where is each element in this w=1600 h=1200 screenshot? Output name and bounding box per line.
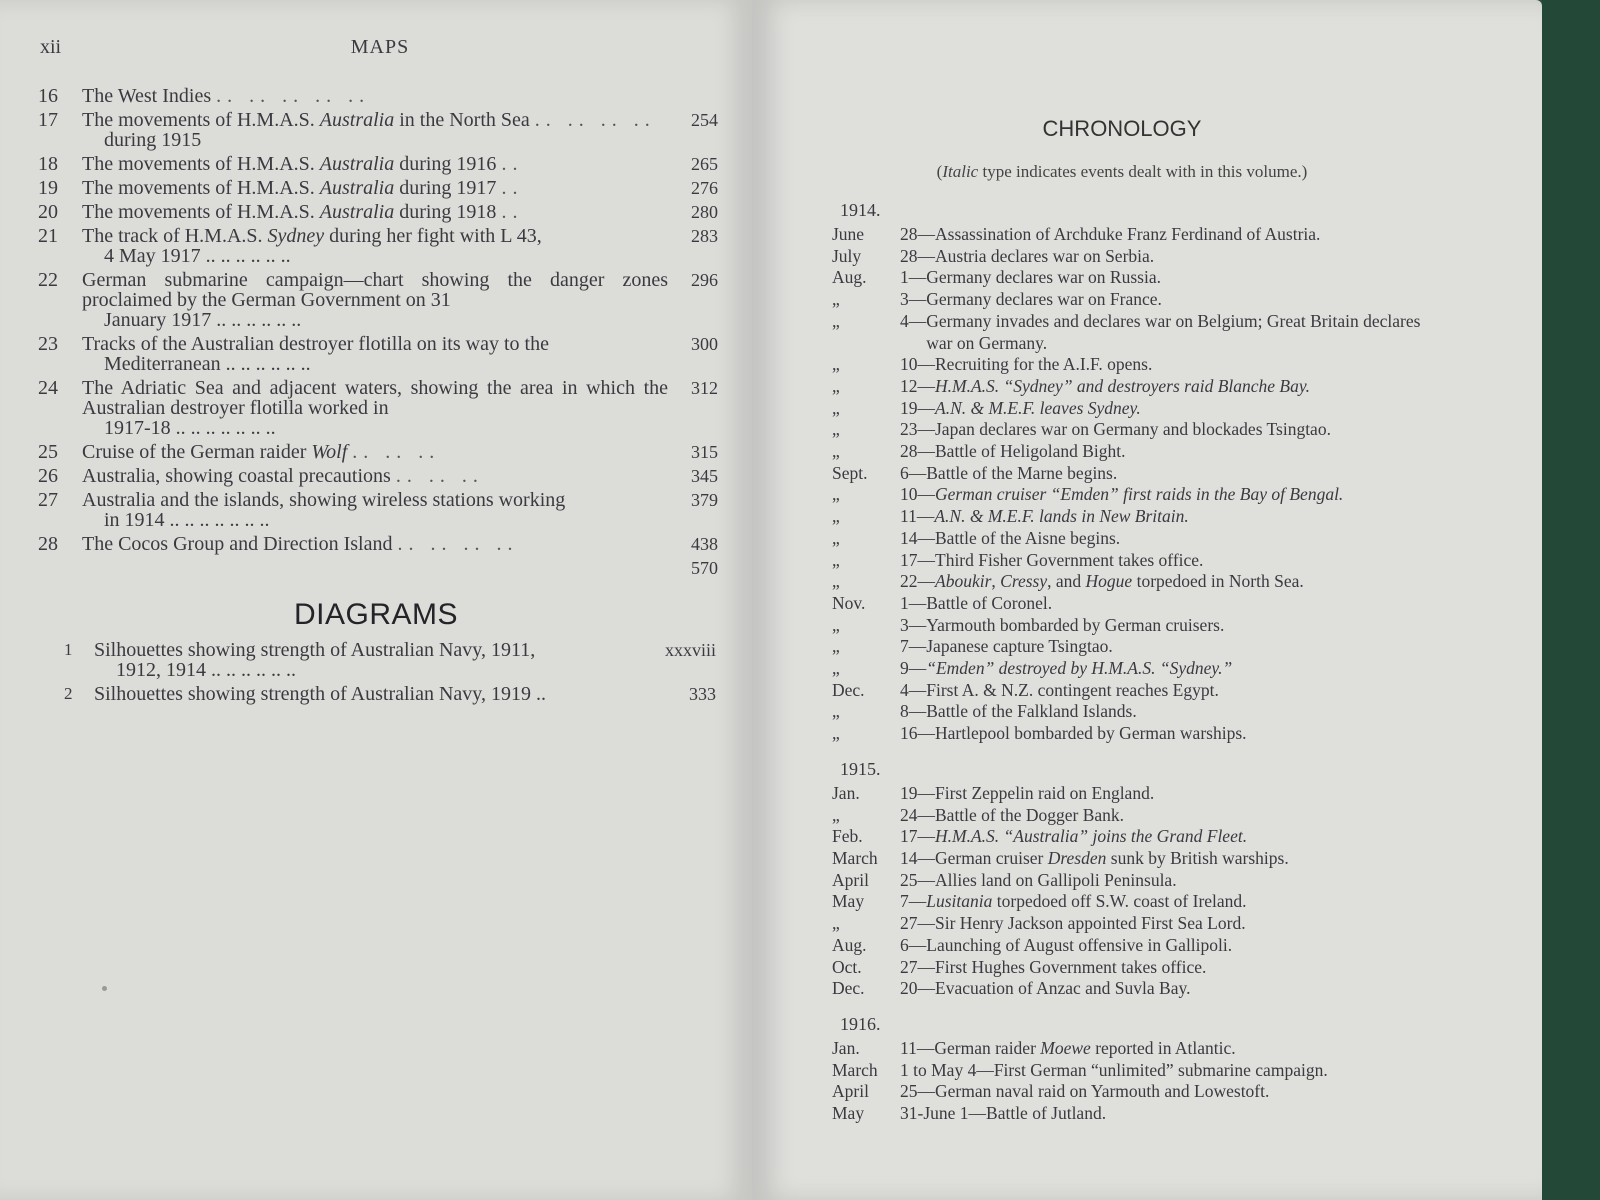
- chronology-event: [832, 913, 1442, 935]
- event-month: June: [832, 224, 865, 244]
- event-day: 27—: [900, 913, 935, 934]
- event-italic-name: Moewe: [1040, 1037, 1091, 1058]
- map-number: 27: [38, 489, 58, 511]
- event-day: 10—: [900, 354, 935, 375]
- map-text-main: The Cocos Group and Direction Island: [82, 533, 393, 555]
- left-page: [0, 0, 752, 1200]
- map-entry: [38, 442, 718, 462]
- map-page-number: 296: [691, 270, 718, 290]
- map-text-main: The track of H.M.A.S.: [82, 225, 268, 247]
- map-text-main: Cruise of the German raider: [82, 441, 312, 463]
- event-month: „: [832, 636, 840, 657]
- event-day: 4—: [900, 679, 927, 700]
- map-text-main: The movements of H.M.A.S.: [82, 109, 320, 131]
- event-text: Battle of the Marne begins.: [926, 462, 1118, 483]
- map-entry: [38, 178, 718, 198]
- event-day: 31-June 1—: [900, 1103, 987, 1124]
- dot-leaders: .. .. ..: [352, 441, 441, 463]
- event-text: Sir Henry Jackson appointed First Sea Lord.: [935, 913, 1246, 934]
- event-month: May: [832, 891, 865, 912]
- map-number: 21: [38, 225, 58, 247]
- event-month: „: [832, 289, 840, 310]
- map-text: [82, 226, 678, 266]
- event-day: 17—: [900, 826, 935, 847]
- event-day: 1—: [900, 592, 927, 613]
- event-day: 6—: [900, 934, 927, 955]
- event-day: 27—: [900, 956, 935, 977]
- diagram-text-continued: 1912, 1914 .. .. .. .. .. ..: [116, 659, 296, 681]
- map-text-main: The movements of H.M.A.S.: [82, 153, 320, 175]
- map-entry: [38, 466, 718, 486]
- event-month: Jan.: [832, 1037, 860, 1058]
- event-italic-name: Lusitania: [926, 891, 993, 912]
- event-month: „: [832, 913, 840, 934]
- map-page-number: 276: [691, 178, 718, 198]
- map-text-italic: Australia: [319, 177, 395, 199]
- dot-leaders: ..: [501, 201, 524, 223]
- map-text-after: during 1916: [394, 153, 497, 175]
- event-month: July: [832, 245, 862, 266]
- event-month: Feb.: [832, 826, 863, 847]
- dot-leaders: .. .. ..: [395, 465, 484, 487]
- event-day: 11—: [900, 1037, 935, 1058]
- map-number: 19: [38, 177, 58, 199]
- map-number: 24: [38, 377, 58, 399]
- event-month: Dec.: [832, 978, 865, 999]
- maps-list: [38, 86, 718, 582]
- map-entry: [38, 534, 718, 554]
- event-day: 9—: [900, 658, 927, 679]
- chronology-event: [832, 246, 1442, 268]
- map-text-continued: in 1914 .. .. .. .. .. .. ..: [104, 509, 270, 531]
- note-rest: type indicates events dealt with in this volume.): [978, 162, 1308, 181]
- event-text: German raider Moewe reported in Atlantic.: [934, 1037, 1236, 1058]
- event-day: 7—: [900, 636, 927, 657]
- map-entry: [38, 270, 718, 330]
- year-gap: [832, 745, 1442, 759]
- map-page-number: 280: [691, 202, 718, 222]
- event-italic-name: Cressy: [1000, 571, 1048, 592]
- map-text-after: during 1917: [394, 177, 497, 199]
- event-month: March: [832, 847, 878, 868]
- event-text: Recruiting for the A.I.F. opens.: [935, 354, 1153, 375]
- event-text: Evacuation of Anzac and Suvla Bay.: [935, 978, 1191, 999]
- running-head-title: MAPS: [350, 36, 410, 58]
- map-number: 26: [38, 465, 58, 487]
- event-text: First Zeppelin raid on England.: [935, 782, 1155, 803]
- running-head: [40, 36, 720, 66]
- map-text-italic: Australia: [319, 109, 395, 131]
- map-number: 23: [38, 333, 58, 355]
- event-day: 28—: [900, 224, 935, 244]
- diagrams-list: [64, 640, 716, 708]
- event-month: „: [832, 375, 840, 396]
- event-text: H.M.A.S. “Australia” joins the Grand Fleet.: [935, 826, 1248, 847]
- event-day: 19—: [900, 397, 935, 418]
- map-text-main: Tracks of the Australian destroyer flotilla on its way to the: [82, 333, 549, 355]
- dot-leaders: .. .. .. .. ..: [216, 85, 371, 107]
- map-number: 16: [38, 85, 58, 107]
- event-text: Battle of Coronel.: [926, 592, 1053, 613]
- map-text: [82, 178, 678, 198]
- map-text-main: The movements of H.M.A.S.: [82, 177, 320, 199]
- event-text: Battle of the Falkland Islands.: [926, 701, 1137, 722]
- diagram-page-number: xxxviii: [664, 640, 716, 660]
- event-day: 11—: [900, 506, 935, 527]
- event-month: April: [832, 1081, 869, 1102]
- event-month: March: [832, 1059, 878, 1080]
- chronology-event: [832, 978, 1442, 1000]
- event-day: 3—: [900, 614, 927, 635]
- diagrams-heading: DIAGRAMS: [293, 598, 459, 631]
- page-folio: xii: [40, 36, 62, 58]
- event-day: 1 to May 4—: [900, 1059, 994, 1080]
- event-day: 7—: [900, 891, 927, 912]
- map-extra-page-number: [38, 558, 718, 578]
- chronology-event: [832, 805, 1442, 827]
- map-text: [82, 270, 678, 330]
- year-gap: [832, 1000, 1442, 1014]
- event-month: „: [832, 571, 840, 592]
- event-month: „: [832, 701, 840, 722]
- chronology-event: [832, 593, 1442, 615]
- map-text-continued: January 1917 .. .. .. .. .. ..: [104, 309, 302, 331]
- chronology-event: [832, 354, 1442, 376]
- dot-leaders: ..: [501, 153, 524, 175]
- dot-leaders: .. .. .. ..: [397, 533, 519, 555]
- map-text: [82, 86, 678, 106]
- event-text: Germany declares war on Russia.: [926, 267, 1161, 288]
- map-entry: [38, 490, 718, 530]
- event-italic-name: Hogue: [1085, 571, 1133, 592]
- map-entry: [38, 86, 718, 106]
- event-text: Germany invades and declares war on Belgium; Great Britain declares war on Germany.: [926, 310, 1421, 353]
- map-page-number: 283: [691, 226, 718, 246]
- map-text: [82, 334, 678, 374]
- event-italic-name: Aboukir: [935, 571, 992, 592]
- chronology-event: [832, 615, 1442, 637]
- event-day: 19—: [900, 782, 935, 803]
- chronology-year: 1915.: [840, 758, 881, 779]
- map-page-number: 379: [691, 490, 718, 510]
- event-month: May: [832, 1103, 865, 1124]
- event-day: 12—: [900, 375, 935, 396]
- map-number: 25: [38, 441, 58, 463]
- event-text: Japanese capture Tsingtao.: [926, 636, 1113, 657]
- event-day: 23—: [900, 419, 935, 440]
- chronology-event: [832, 935, 1442, 957]
- event-text: Lusitania torpedoed off S.W. coast of Ireland.: [926, 891, 1247, 912]
- event-month: Dec.: [832, 679, 865, 700]
- map-number: 28: [38, 533, 58, 555]
- chronology-heading: CHRONOLOGY: [1042, 116, 1202, 141]
- map-text-main: The West Indies: [82, 85, 212, 107]
- map-page-number: 265: [691, 154, 718, 174]
- event-day: 25—: [900, 1081, 935, 1102]
- event-month: „: [832, 723, 840, 744]
- map-text-after: during 1918: [394, 201, 497, 223]
- chronology-event: [832, 376, 1442, 398]
- event-month: „: [832, 484, 840, 505]
- map-entry: [38, 202, 718, 222]
- event-day: 3—: [900, 289, 927, 310]
- event-month: Oct.: [832, 956, 862, 977]
- map-text-after: in the North Sea: [394, 109, 530, 131]
- map-page-number: 312: [691, 378, 718, 398]
- map-text-main: German submarine campaign—chart showing the danger zones proclaimed by the German Government on 31: [82, 269, 668, 311]
- event-day: 28—: [900, 245, 935, 266]
- event-text: Aboukir, Cressy, and Hogue torpedoed in North Sea.: [935, 571, 1304, 592]
- map-text: [82, 110, 678, 150]
- map-text: [82, 466, 678, 486]
- map-text-main: The movements of H.M.A.S.: [82, 201, 320, 223]
- event-text: First German “unlimited” submarine campaign.: [993, 1059, 1328, 1080]
- diagram-page-number: 333: [689, 684, 716, 704]
- chronology-event: [832, 783, 1442, 805]
- diagram-text-main: Silhouettes showing strength of Australian Navy, 1911,: [94, 639, 536, 661]
- chronology-event: [832, 398, 1442, 420]
- chronology-event: [832, 658, 1442, 680]
- chronology-event: [832, 289, 1442, 311]
- map-entry: [38, 154, 718, 174]
- chronology-note: (Italic type indicates events dealt with in this volume.): [936, 162, 1308, 181]
- diagram-text: [94, 640, 646, 680]
- event-day: 8—: [900, 701, 927, 722]
- map-text-after: during her fight with L 43,: [324, 225, 542, 247]
- chronology-event: [832, 419, 1442, 441]
- map-text-italic: Australia: [319, 153, 395, 175]
- event-day: 25—: [900, 869, 935, 890]
- chronology-event: [832, 826, 1442, 848]
- chronology-event: [832, 311, 1442, 354]
- chronology-event: [832, 267, 1442, 289]
- map-text-italic: Wolf: [311, 441, 348, 463]
- map-text: [82, 154, 678, 174]
- event-month: „: [832, 506, 840, 527]
- dot-leaders: ..: [501, 177, 524, 199]
- event-text: A.N. & M.E.F. leaves Sydney.: [935, 397, 1141, 418]
- event-text: Allies land on Gallipoli Peninsula.: [935, 869, 1177, 890]
- diagram-number: 2: [64, 684, 73, 703]
- event-day: 4—: [900, 310, 927, 331]
- event-text: Assassination of Archduke Franz Ferdinand of Austria.: [935, 224, 1321, 244]
- map-page-number: 315: [691, 442, 718, 462]
- chronology-event: [832, 701, 1442, 723]
- map-entry: [38, 378, 718, 438]
- event-text: Austria declares war on Serbia.: [935, 245, 1155, 266]
- map-text: [82, 378, 678, 438]
- map-text-continued: 4 May 1917 .. .. .. .. .. ..: [104, 245, 291, 267]
- chronology-year: 1914.: [840, 200, 881, 220]
- chronology-event: [832, 528, 1442, 550]
- event-italic-name: Dresden: [1047, 847, 1107, 868]
- event-text: German naval raid on Yarmouth and Lowestoft.: [935, 1081, 1270, 1102]
- event-month: Sept.: [832, 462, 868, 483]
- event-month: „: [832, 658, 840, 679]
- event-text: Battle of Heligoland Bight.: [935, 441, 1126, 462]
- map-page-number: 300: [691, 334, 718, 354]
- chronology-year: 1916.: [840, 1013, 881, 1034]
- map-entry: [38, 110, 718, 150]
- event-month: „: [832, 354, 840, 375]
- book-cover-edge: [1542, 0, 1600, 1200]
- map-number: 20: [38, 201, 58, 223]
- chronology-event: [832, 224, 1442, 246]
- event-day: 16—: [900, 723, 935, 744]
- event-day: 28—: [900, 441, 935, 462]
- event-day: 20—: [900, 978, 935, 999]
- event-month: „: [832, 614, 840, 635]
- event-text: Battle of Jutland.: [986, 1103, 1107, 1124]
- map-text-italic: Sydney: [267, 225, 325, 247]
- map-number: 18: [38, 153, 58, 175]
- dot-leaders: .. .. .. ..: [534, 109, 656, 131]
- map-text-continued: Mediterranean .. .. .. .. .. ..: [104, 353, 311, 375]
- map-text-continued: 1917-18 .. .. .. .. .. .. ..: [104, 417, 276, 439]
- chronology-event: [832, 957, 1442, 979]
- event-text: H.M.A.S. “Sydney” and destroyers raid Blanche Bay.: [935, 375, 1311, 396]
- map-text: [82, 202, 678, 222]
- event-text: Launching of August offensive in Gallipoli.: [926, 934, 1233, 955]
- event-month: Aug.: [832, 267, 867, 288]
- chronology-event: [832, 1038, 1442, 1060]
- map-page-number: 570: [691, 558, 718, 578]
- event-day: 6—: [900, 462, 927, 483]
- chronology-event: [832, 1060, 1442, 1082]
- event-month: April: [832, 869, 869, 890]
- diagram-text: [94, 684, 646, 704]
- chronology-event: [832, 891, 1442, 913]
- chronology-event: [832, 506, 1442, 528]
- diagram-number: 1: [64, 640, 73, 659]
- note-italic: Italic: [942, 162, 979, 181]
- event-text: Battle of the Dogger Bank.: [935, 804, 1125, 825]
- event-month: „: [832, 419, 840, 440]
- map-text-italic: Australia: [319, 201, 395, 223]
- event-month: „: [832, 549, 840, 570]
- map-text-main: Australia and the islands, showing wireless stations working: [82, 489, 566, 511]
- map-number: 17: [38, 109, 58, 131]
- event-month: Aug.: [832, 934, 867, 955]
- chronology-event: [832, 636, 1442, 658]
- chronology-list: [832, 200, 1442, 1125]
- chronology-event: [832, 484, 1442, 506]
- event-day: 22—: [900, 571, 935, 592]
- event-month: „: [832, 397, 840, 418]
- event-month: „: [832, 310, 840, 331]
- map-text: [82, 442, 678, 462]
- event-text: Battle of the Aisne begins.: [935, 527, 1121, 548]
- map-page-number: 438: [691, 534, 718, 554]
- diagram-text-main: Silhouettes showing strength of Australian Navy, 1919 ..: [94, 683, 546, 705]
- event-day: 14—: [900, 527, 935, 548]
- event-day: 14—: [900, 847, 935, 868]
- event-text: German cruiser “Emden” first raids in the Bay of Bengal.: [935, 484, 1344, 505]
- map-text-main: The Adriatic Sea and adjacent waters, showing the area in which the Australian destroyer flotilla worked in: [82, 377, 668, 419]
- chronology-event: [832, 680, 1442, 702]
- paper-speck: [102, 986, 107, 991]
- event-text: Third Fisher Government takes office.: [935, 549, 1204, 570]
- chronology-event: [832, 571, 1442, 593]
- event-day: 10—: [900, 484, 935, 505]
- chronology-event: [832, 1081, 1442, 1103]
- event-month: „: [832, 804, 840, 825]
- chronology-event: [832, 441, 1442, 463]
- event-text: A.N. & M.E.F. lands in New Britain.: [934, 506, 1189, 527]
- event-month: Nov.: [832, 592, 866, 613]
- chronology-event: [832, 463, 1442, 485]
- map-entry: [38, 334, 718, 374]
- map-text: [82, 534, 678, 554]
- event-text: German cruiser Dresden sunk by British warships.: [935, 847, 1289, 868]
- event-day: 1—: [900, 267, 927, 288]
- event-text: Yarmouth bombarded by German cruisers.: [926, 614, 1225, 635]
- event-text: First Hughes Government takes office.: [935, 956, 1207, 977]
- map-page-number: 254: [691, 110, 718, 130]
- map-text: [82, 490, 678, 530]
- diagram-entry: [64, 640, 716, 680]
- event-day: 17—: [900, 549, 935, 570]
- event-text: First A. & N.Z. contingent reaches Egypt.: [926, 679, 1219, 700]
- map-entry: [38, 226, 718, 266]
- event-month: „: [832, 441, 840, 462]
- event-text: Hartlepool bombarded by German warships.: [935, 723, 1247, 744]
- event-month: „: [832, 527, 840, 548]
- event-text: “Emden” destroyed by H.M.A.S. “Sydney.”: [926, 658, 1233, 679]
- event-day: 24—: [900, 804, 935, 825]
- map-text-continued: during 1915: [104, 129, 202, 151]
- chronology-event: [832, 723, 1442, 745]
- chronology-event: [832, 870, 1442, 892]
- event-text: Japan declares war on Germany and blockades Tsingtao.: [935, 419, 1331, 440]
- chronology-event: [832, 550, 1442, 572]
- map-text-main: Australia, showing coastal precautions: [82, 465, 391, 487]
- chronology-event: [832, 1103, 1442, 1125]
- map-page-number: 345: [691, 466, 718, 486]
- map-number: 22: [38, 269, 58, 291]
- diagram-entry: [64, 684, 716, 704]
- event-text: Germany declares war on France.: [926, 289, 1162, 310]
- chronology-event: [832, 848, 1442, 870]
- event-month: Jan.: [832, 782, 860, 803]
